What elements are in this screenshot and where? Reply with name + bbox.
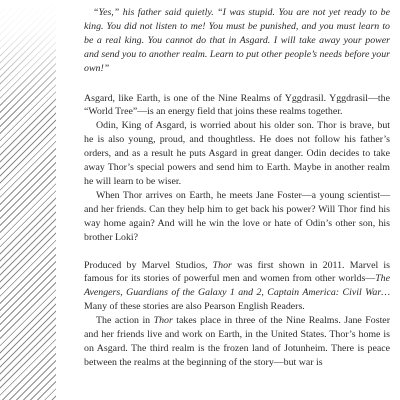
text-run: Produced by Marvel Studios,	[84, 259, 213, 271]
paragraph-yggdrasil: Asgard, like Earth, is one of the Nine Realms of Yggdrasil. Yggdrasil—the “World Tree”—is an energy field that joins these realms together.	[84, 92, 390, 118]
text-run: Many of these stories are also Pearson English Readers.	[84, 301, 305, 313]
text-run: The action in	[96, 315, 154, 327]
film-titles: The Avengers, Guardians of the Galaxy 1 and 2, Captain America: Civil War…	[84, 273, 390, 299]
page-text	[84, 6, 390, 370]
section-gap	[84, 245, 390, 259]
paragraph-marvel	[84, 259, 390, 315]
decorative-stripe-band	[0, 0, 56, 400]
paragraph-realms	[84, 314, 390, 370]
paragraph-thor-earth: When Thor arrives on Earth, he meets Jane Foster—a young scientist—and her friends. Can they help him to get back his power? Will Thor find his way home again? And will he win the love or hate of Odin’s other son, his brother Loki?	[84, 189, 390, 243]
title-thor: Thor	[212, 259, 232, 271]
text-run: takes place in three of the Nine Realms. Jane Foster and her friends live and work on Earth, in the United States. Thor’s home is on Asgard. The third realm is the frozen land of Jotunheim. There is peace between the realms at the beginning of the story—but war is	[84, 315, 390, 368]
odin-quote: “Yes,” his father said quietly. “I was stupid. You are not yet ready to be king. You did not listen to me! You must be punished, and you must learn to be a real king. You cannot do that in Asgard. I will take away your power and send you to another realm. Learn to put other people’s needs before your own!”	[84, 7, 390, 74]
title-thor: Thor	[153, 315, 173, 327]
paragraph-odin: Odin, King of Asgard, is worried about his older son. Thor is brave, but he is also young, proud, and thoughtless. He does not follow his father’s orders, and as a result he puts Asgard in great danger. Odin decides to take away Thor’s special powers and send him to Earth. Maybe in another realm he will learn to be wiser.	[84, 120, 390, 187]
text-run: was first shown in 2011. Marvel is famous for its stories of powerful men and women from other worlds—	[84, 259, 391, 285]
